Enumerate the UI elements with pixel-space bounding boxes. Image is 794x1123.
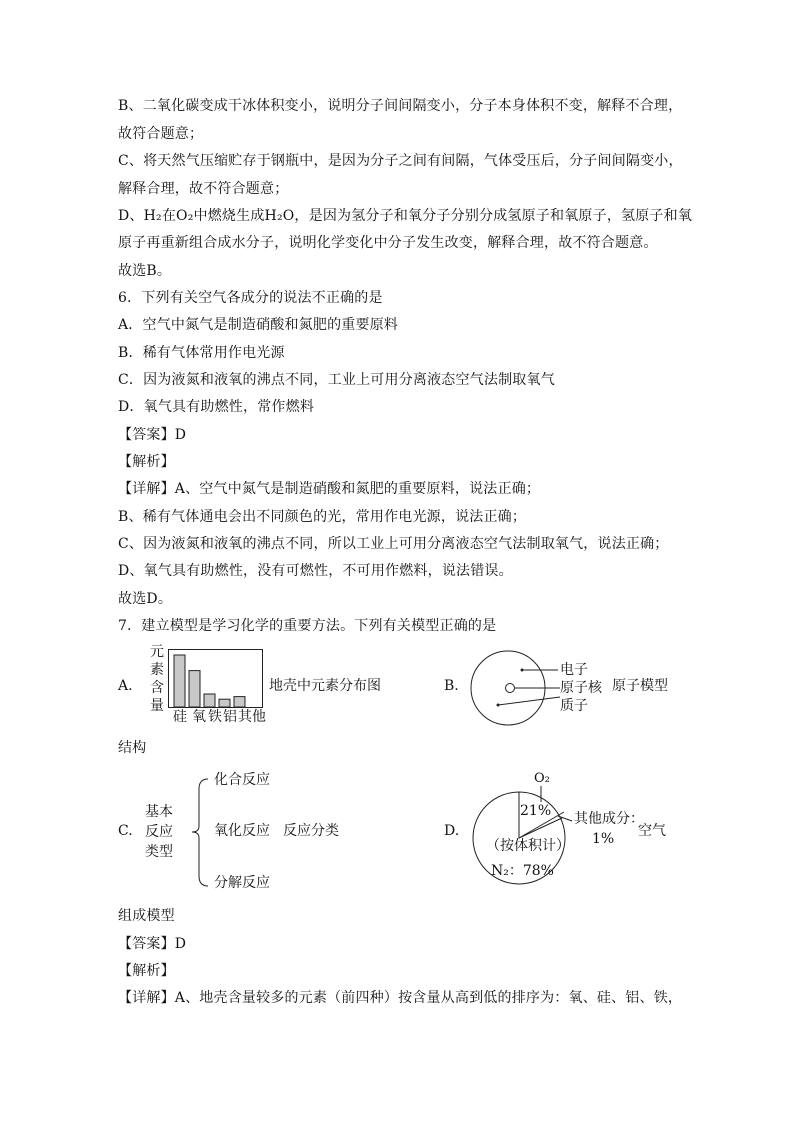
line-2: C、将天然气压缩贮存于钢瓶中，是因为分子之间有间隔，气体受压后，分子间间隔变小， [118,153,683,169]
answer-label-2: 【答案】D [118,936,187,952]
figure-b [444,650,684,726]
figure-a-ylabel-4: 量 [150,698,164,714]
figure-c [118,770,358,896]
figure-d-caption: 空气 [638,823,666,839]
option-b: B．稀有气体常用作电光源 [118,345,285,361]
figure-d-other-pct: 1% [592,831,615,847]
figure-a-option: A. [118,678,133,694]
answer-label: 【答案】D [118,427,187,443]
bar-0 [174,655,185,707]
figure-b-caption: 原子模型 [612,678,668,694]
bar-2 [204,694,215,707]
pie-radius-right-2 [519,818,562,838]
figure-b-electron: 电子 [560,662,588,678]
detail-line-b: B、稀有气体通电会出不同颜色的光，常用作电光源，说法正确； [118,509,527,525]
figure-a-ylabel-3: 含 [150,680,164,696]
figure-d-o2-pct: 21% [520,803,552,819]
choose-d: 故选D。 [118,591,173,607]
option-a: A．空气中氮气是制造硝酸和氮肥的重要原料 [118,317,399,333]
figure-a-ylabel-2: 素 [150,662,164,678]
figure-a-xlabel-2: 铁 [208,709,222,725]
option-d: D．氧气具有助燃性，常作燃料 [118,399,315,415]
question-6: 6．下列有关空气各成分的说法不正确的是 [118,290,383,306]
figure-a-ylabel-1: 元 [150,644,164,660]
figure-d-o2-label: O₂ [534,771,550,786]
figure-c-brace [178,770,214,896]
figure-c-middle-label: 反应分类 [283,823,339,839]
figure-d-other-label: 其他成分： [574,811,644,827]
figure-b-proton: 质子 [560,698,588,714]
detail-line-d: D、氧气具有助燃性，没有可燃性，不可用作燃料，说法错误。 [118,563,513,579]
figure-c-branch-1: 化合反应 [214,772,270,788]
figure-d [444,770,684,890]
figure-b-nucleus: 原子核 [560,680,602,696]
bar-4 [234,697,245,707]
figure-d-option: D. [444,823,460,839]
figure-a-xlabel-0: 硅 [173,709,187,725]
figure-c-branch-2: 氧化反应 [214,823,270,839]
figure-d-center: （按体积计） [486,838,570,854]
line-0: B、二氧化碳变成干冰体积变小，说明分子间间隔变小，分子本身体积不变，解释不合理， [118,98,683,114]
figure-a-caption: 地壳中元素分布图 [269,678,381,694]
figure-c-option: C. [118,823,133,839]
figure-c-left-2: 反应 [145,824,173,840]
line-4: D、H₂在O₂中燃烧生成H₂O，是因为氢分子和氧分子分别分成氢原子和氧原子，氢原子和氧 [118,208,693,224]
atom-nucleus [506,684,515,693]
line-6: 故选B。 [118,263,172,279]
figure-a-xlabel-1: 氧 [192,709,206,725]
figure-a-xlabel-3: 铝 [223,709,237,725]
figure-a [118,643,398,728]
line-1: 故符合题意； [118,126,204,142]
detail-line-a: 【详解】A、空气中氮气是制造硝酸和氮肥的重要原料，说法正确； [118,481,541,497]
figure-c-left-3: 类型 [145,844,173,860]
bar-1 [189,671,200,707]
option-c: C．因为液氮和液氧的沸点不同，工业上可用分离液态空气法制取氧气 [118,372,555,388]
figure-d-n2: N₂：78% [491,863,554,879]
figure-c-branch-3: 分解反应 [214,875,270,891]
bar-3 [219,699,230,707]
analysis-label-2: 【解析】 [118,963,175,979]
detail-line-c: C、因为液氮和液氧的沸点不同，所以工业上可用分离液态空气法制取氧气，说法正确； [118,536,669,552]
figure-b-option: B. [444,678,459,694]
figure-c-left-1: 基本 [145,804,173,820]
analysis-label: 【解析】 [118,454,175,470]
continuation-structure: 结构 [118,740,147,756]
figure-a-chart [168,649,264,709]
proton-leader [498,697,560,705]
continuation-composition: 组成模型 [118,908,175,924]
line-3: 解释合理，故不符合题意； [118,181,289,197]
question-7: 7．建立模型是学习化学的重要方法。下列有关模型正确的是 [118,618,497,634]
figure-a-xlabel-4: 其他 [238,709,266,725]
line-5: 原子再重新组合成水分子，说明化学变化中分子发生改变，解释合理，故不符合题意。 [118,235,658,251]
detail-line-7a: 【详解】A、地壳含量较多的元素（前四种）按含量从高到低的排序为：氧、硅、铝、铁， [118,990,683,1006]
